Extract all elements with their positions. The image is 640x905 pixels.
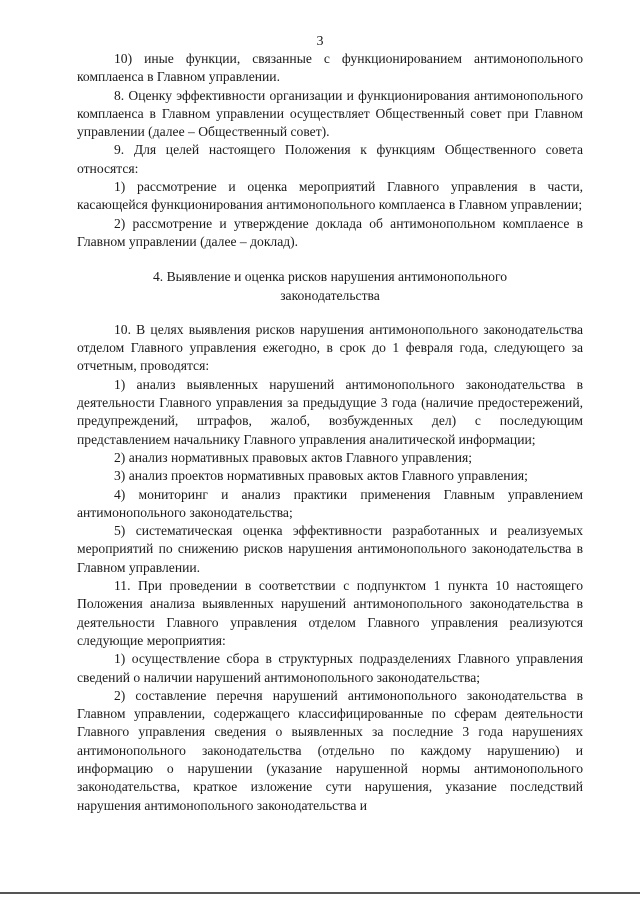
paragraph: 11. При проведении в соответствии с подпунктом 1 пункта 10 настоящего Положения анализа выявленных нарушений антимонопольного законодательства в деятельности Главного управления отделом Главного управления реализуются следующие мероприятия:: [77, 578, 583, 648]
section-heading-line: 4. Выявление и оценка рисков нарушения антимонопольного: [152, 269, 507, 285]
paragraph: 2) рассмотрение и утверждение доклада об антимонопольном комплаенсе в Главном управлении (далее – доклад).: [77, 215, 583, 249]
paragraph: 4) мониторинг и анализ практики применения Главным управлением антимонопольного законодательства;: [77, 486, 583, 520]
paragraph: 5) систематическая оценка эффективности разработанных и реализуемых мероприятий по снижению рисков нарушения антимонопольного законодательства в Главном управлении.: [77, 523, 583, 575]
paragraph: 1) анализ выявленных нарушений антимонопольного законодательства в деятельности Главного управления за предыдущие 3 года (наличие предостережений, предупреждений, штрафов, жалоб, возбужденных дел) с последующим представлением начальнику Главного управления аналитической информации;: [77, 376, 583, 447]
page-number: 3: [316, 34, 324, 49]
paragraph: 1) рассмотрение и оценка мероприятий Главного управления в части, касающейся функционирования антимонопольного комплаенса в Главном управлении;: [77, 179, 583, 213]
paragraph: 10. В целях выявления рисков нарушения антимонопольного законодательства отделом Главного управления ежегодно, в срок до 1 февраля года, следующего за отчетным, проводятся:: [77, 321, 583, 374]
paragraph: 1) осуществление сбора в структурных подразделениях Главного управления сведений о наличии нарушений антимонопольного законодательства;: [77, 651, 583, 685]
paragraph: 3) анализ проектов нормативных правовых актов Главного управления;: [114, 468, 528, 484]
section-heading-line: законодательства: [280, 287, 380, 303]
scan-edge-line: [0, 892, 640, 894]
paragraph: 8. Оценку эффективности организации и функционирования антимонопольного комплаенса в Главном управлении осуществляет Общественный совет при Главном управлении (далее – Общественный совет).: [77, 87, 583, 140]
paragraph: 2) составление перечня нарушений антимонопольного законодательства в Главном управлении, содержащего классифицированные по сферам деятельности Главного управления сведения о выявленных за последние 3 года нарушениях антимонопольного законодательства (отдельно по каждому нарушению) и информацию о нарушении (указание нарушенной нормы антимонопольного законодательства, краткое изложение сути нарушения, указание последствий нарушения антимонопольного законодательства и: [77, 687, 583, 813]
section-heading: [77, 268, 583, 305]
document-body: [77, 50, 583, 815]
paragraph: 10) иные функции, связанные с функционированием антимонопольного комплаенса в Главном управлении.: [77, 51, 583, 85]
paragraph: 9. Для целей настоящего Положения к функциям Общественного совета относятся:: [77, 142, 583, 176]
paragraph: 2) анализ нормативных правовых актов Главного управления;: [114, 449, 473, 465]
